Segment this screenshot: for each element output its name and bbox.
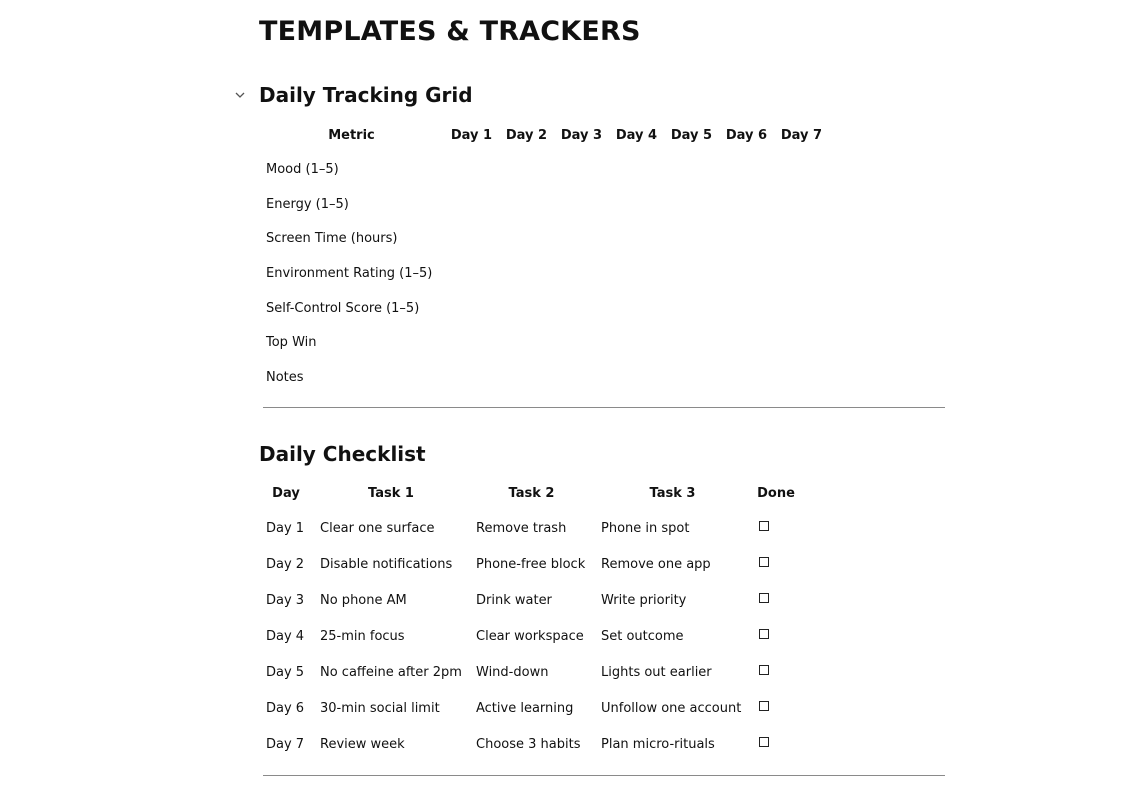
grid-cell-day-6[interactable] (719, 325, 774, 360)
grid-cell-day-6[interactable] (719, 152, 774, 187)
tracking-grid-table (259, 118, 829, 395)
task-3-cell: Write priority (601, 592, 687, 608)
table-row (259, 291, 829, 326)
metric-label: Energy (1–5) (266, 196, 349, 212)
checklist-header-row (259, 476, 801, 510)
grid-cell-day-7[interactable] (774, 360, 829, 395)
grid-cell-day-1[interactable] (444, 256, 499, 291)
grid-cell-day-3[interactable] (554, 152, 609, 187)
task-2-cell: Active learning (476, 700, 574, 716)
tracking-grid-header-row (259, 118, 829, 152)
table-row (259, 690, 801, 726)
column-header-day: Day (272, 485, 300, 501)
grid-cell-day-3[interactable] (554, 256, 609, 291)
grid-cell-day-3[interactable] (554, 360, 609, 395)
grid-cell-day-5[interactable] (664, 256, 719, 291)
checkbox-icon[interactable] (759, 665, 769, 675)
metric-label: Screen Time (hours) (266, 231, 398, 247)
task-2-cell: Choose 3 habits (476, 736, 581, 752)
grid-cell-day-2[interactable] (499, 291, 554, 326)
column-header-task-3: Task 3 (649, 485, 696, 501)
day-cell: Day 7 (266, 736, 305, 752)
section-divider (263, 407, 945, 408)
grid-cell-day-5[interactable] (664, 187, 719, 222)
done-cell (751, 726, 801, 762)
task-2-cell: Clear workspace (476, 628, 584, 644)
checklist-table (259, 476, 801, 762)
grid-cell-day-2[interactable] (499, 187, 554, 222)
table-row (259, 654, 801, 690)
task-1-cell: Review week (320, 736, 405, 752)
grid-cell-day-4[interactable] (609, 291, 664, 326)
grid-cell-day-3[interactable] (554, 325, 609, 360)
table-row (259, 582, 801, 618)
grid-cell-day-6[interactable] (719, 291, 774, 326)
done-cell (751, 618, 801, 654)
grid-cell-day-4[interactable] (609, 187, 664, 222)
day-cell: Day 6 (266, 700, 305, 716)
table-row (259, 256, 829, 291)
grid-cell-day-7[interactable] (774, 256, 829, 291)
task-1-cell: No caffeine after 2pm (320, 664, 462, 680)
metric-label: Notes (266, 369, 304, 385)
column-header-task-1: Task 1 (368, 485, 414, 501)
grid-cell-day-4[interactable] (609, 256, 664, 291)
table-row (259, 221, 829, 256)
done-cell (751, 546, 801, 582)
task-2-cell: Phone-free block (476, 556, 586, 572)
grid-cell-day-2[interactable] (499, 221, 554, 256)
day-cell: Day 2 (266, 556, 305, 572)
grid-cell-day-7[interactable] (774, 152, 829, 187)
checkbox-icon[interactable] (759, 593, 769, 603)
grid-cell-day-1[interactable] (444, 291, 499, 326)
task-3-cell: Set outcome (601, 628, 684, 644)
table-row (259, 510, 801, 546)
grid-cell-day-5[interactable] (664, 291, 719, 326)
grid-cell-day-5[interactable] (664, 152, 719, 187)
table-row (259, 618, 801, 654)
task-2-cell: Wind-down (476, 664, 549, 680)
metric-label: Mood (1–5) (266, 161, 339, 177)
task-3-cell: Remove one app (601, 556, 711, 572)
grid-cell-day-7[interactable] (774, 221, 829, 256)
grid-cell-day-7[interactable] (774, 325, 829, 360)
day-cell: Day 1 (266, 520, 305, 536)
grid-cell-day-2[interactable] (499, 152, 554, 187)
column-header-day-2: Day 2 (505, 127, 548, 143)
grid-cell-day-1[interactable] (444, 360, 499, 395)
column-header-day-1: Day 1 (450, 127, 493, 143)
grid-cell-day-3[interactable] (554, 221, 609, 256)
section-divider (263, 775, 945, 776)
grid-cell-day-2[interactable] (499, 360, 554, 395)
section-toggle[interactable] (233, 88, 247, 102)
done-cell (751, 654, 801, 690)
grid-cell-day-6[interactable] (719, 187, 774, 222)
task-3-cell: Plan micro-rituals (601, 736, 715, 752)
table-row (259, 360, 829, 395)
grid-cell-day-6[interactable] (719, 256, 774, 291)
grid-cell-day-2[interactable] (499, 325, 554, 360)
tracking-grid-heading: Daily Tracking Grid (259, 83, 473, 107)
checkbox-icon[interactable] (759, 521, 769, 531)
table-row (259, 546, 801, 582)
grid-cell-day-4[interactable] (609, 325, 664, 360)
column-header-day-4: Day 4 (615, 127, 658, 143)
grid-cell-day-3[interactable] (554, 291, 609, 326)
grid-cell-day-1[interactable] (444, 187, 499, 222)
task-1-cell: 25-min focus (320, 628, 405, 644)
table-row (259, 325, 829, 360)
grid-cell-day-2[interactable] (499, 256, 554, 291)
grid-cell-day-5[interactable] (664, 325, 719, 360)
checkbox-icon[interactable] (759, 629, 769, 639)
table-row (259, 726, 801, 762)
checkbox-icon[interactable] (759, 701, 769, 711)
column-header-task-2: Task 2 (508, 485, 555, 501)
checkbox-icon[interactable] (759, 557, 769, 567)
grid-cell-day-7[interactable] (774, 187, 829, 222)
grid-cell-day-5[interactable] (664, 221, 719, 256)
day-cell: Day 5 (266, 664, 305, 680)
grid-cell-day-6[interactable] (719, 221, 774, 256)
day-cell: Day 4 (266, 628, 305, 644)
grid-cell-day-7[interactable] (774, 291, 829, 326)
metric-label: Environment Rating (1–5) (266, 265, 433, 281)
done-cell (751, 690, 801, 726)
column-header-day-5: Day 5 (670, 127, 713, 143)
column-header-day-7: Day 7 (780, 127, 823, 143)
task-3-cell: Lights out earlier (601, 664, 712, 680)
column-header-day-3: Day 3 (560, 127, 603, 143)
column-header-metric: Metric (328, 127, 375, 143)
column-header-day-6: Day 6 (725, 127, 768, 143)
task-2-cell: Remove trash (476, 520, 567, 536)
task-1-cell: Disable notifications (320, 556, 453, 572)
grid-cell-day-4[interactable] (609, 221, 664, 256)
grid-cell-day-1[interactable] (444, 152, 499, 187)
grid-cell-day-4[interactable] (609, 152, 664, 187)
grid-cell-day-1[interactable] (444, 325, 499, 360)
grid-cell-day-6[interactable] (719, 360, 774, 395)
day-cell: Day 3 (266, 592, 305, 608)
task-1-cell: Clear one surface (320, 520, 435, 536)
grid-cell-day-4[interactable] (609, 360, 664, 395)
task-1-cell: No phone AM (320, 592, 407, 608)
task-3-cell: Phone in spot (601, 520, 690, 536)
task-3-cell: Unfollow one account (601, 700, 742, 716)
column-header-done: Done (757, 485, 795, 501)
page-title: TEMPLATES & TRACKERS (259, 16, 641, 47)
metric-label: Top Win (266, 335, 317, 351)
grid-cell-day-3[interactable] (554, 187, 609, 222)
metric-label: Self-Control Score (1–5) (266, 300, 420, 316)
task-1-cell: 30-min social limit (320, 700, 440, 716)
grid-cell-day-1[interactable] (444, 221, 499, 256)
table-row (259, 187, 829, 222)
table-row (259, 152, 829, 187)
task-2-cell: Drink water (476, 592, 552, 608)
checklist-heading: Daily Checklist (259, 442, 426, 466)
done-cell (751, 582, 801, 618)
chevron-down-icon (235, 92, 245, 98)
done-cell (751, 510, 801, 546)
grid-cell-day-5[interactable] (664, 360, 719, 395)
checkbox-icon[interactable] (759, 737, 769, 747)
